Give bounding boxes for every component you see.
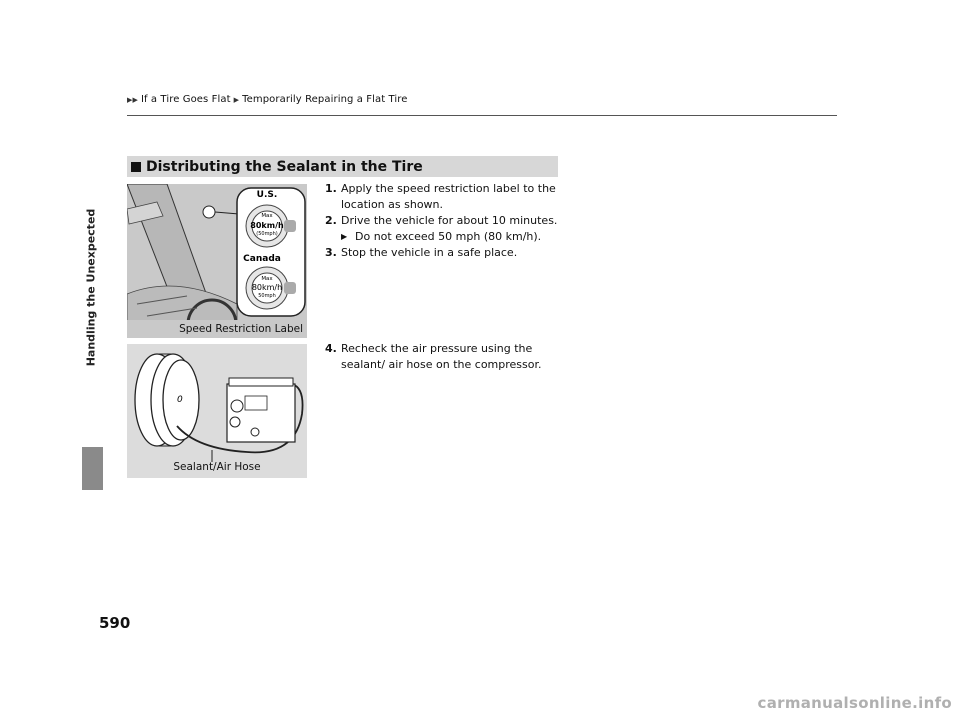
step-2-note: ▶ Do not exceed 50 mph (80 km/h). xyxy=(341,230,542,243)
us-badge-top: Max xyxy=(261,213,273,219)
interior-drawing xyxy=(127,184,307,338)
step-list xyxy=(325,181,565,261)
step-2: 2. Drive the vehicle for about 10 minutes. ▶ Do not exceed 50 mph (80 km/h). xyxy=(325,213,565,245)
canada-label: Canada xyxy=(243,254,281,264)
page-number: 590 xyxy=(99,614,131,632)
side-tab-marker xyxy=(82,447,103,490)
svg-text:0: 0 xyxy=(177,395,183,405)
speed-label-illustration xyxy=(127,184,307,338)
canada-badge-main: 80km/h xyxy=(251,283,283,292)
breadcrumb-item-repair[interactable]: Temporarily Repairing a Flat Tire xyxy=(242,94,408,105)
canada-badge-sub: 50mph xyxy=(258,293,276,299)
breadcrumb xyxy=(127,94,408,105)
double-arrow-icon: ▶▶ xyxy=(127,95,138,104)
section-title: Distributing the Sealant in the Tire xyxy=(146,158,423,175)
canada-badge-top: Max xyxy=(261,276,273,282)
arrow-icon: ▶ xyxy=(341,232,348,241)
us-badge-main: 80km/h xyxy=(250,221,284,230)
hose-caption: Sealant/Air Hose xyxy=(173,461,261,473)
header-divider xyxy=(127,115,837,116)
breadcrumb-item-flat-tire[interactable]: If a Tire Goes Flat xyxy=(140,94,231,105)
speed-label-caption: Speed Restriction Label xyxy=(127,320,307,338)
step-4: 4. Recheck the air pressure using the sealant/ air hose on the compressor. xyxy=(325,342,542,371)
watermark: carmanualsonline.info xyxy=(757,694,952,712)
step-3: 3. Stop the vehicle in a safe place. xyxy=(325,246,518,259)
us-label: U.S. xyxy=(256,190,278,200)
square-bullet-icon xyxy=(131,162,141,172)
section-heading xyxy=(127,156,558,177)
us-badge-sub: (50mph) xyxy=(256,231,278,237)
arrow-icon: ▶ xyxy=(233,95,240,104)
side-tab-label: Handling the Unexpected xyxy=(84,208,98,367)
step-1: 1. Apply the speed restriction label to the location as shown. xyxy=(325,182,556,211)
